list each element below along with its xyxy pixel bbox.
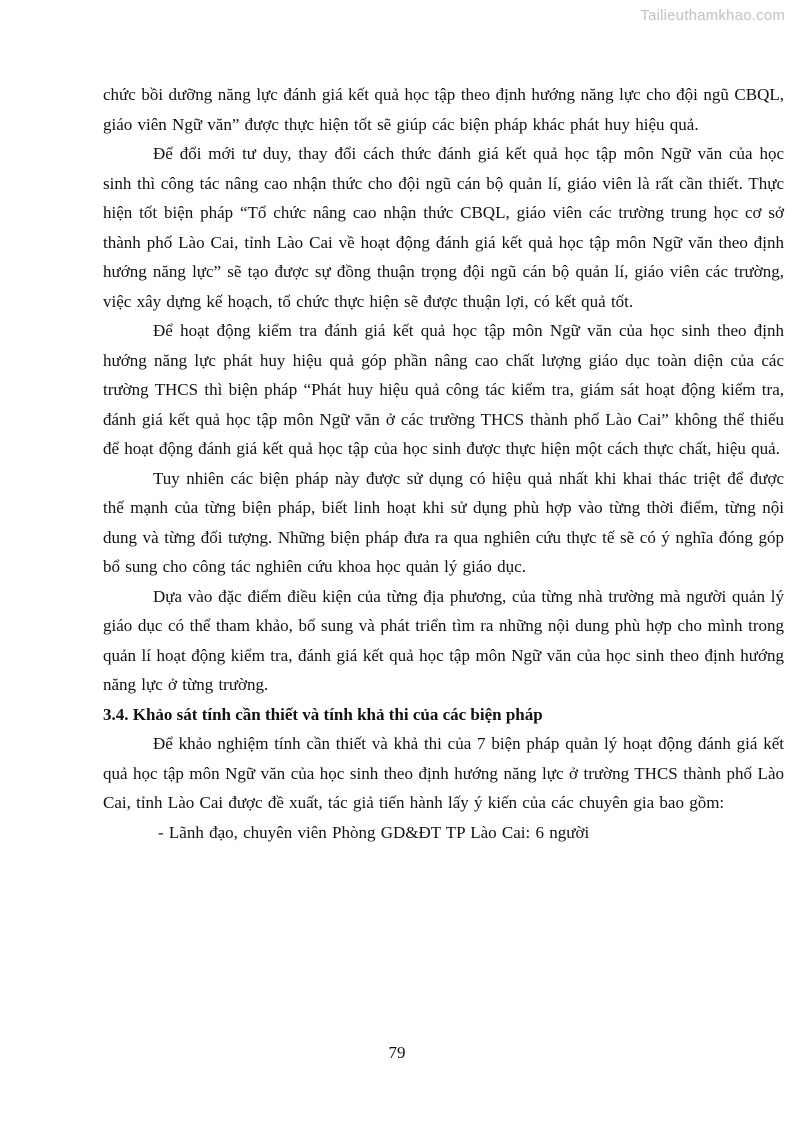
paragraph: Tuy nhiên các biện pháp này được sử dụng có hiệu quả nhất khi khai thác triệt để được thế mạnh của từng biện pháp, biết linh hoạt khi sử dụng phù hợp vào từng thời điểm, từng nội dung và từng đối tượng. Những biện pháp đưa ra qua nghiên cứu thực tế sẽ có ý nghĩa đóng góp bổ sung cho công tác nghiên cứu khoa học quản lý giáo dục. bbox=[103, 468, 784, 576]
page-number: 79 bbox=[388, 1043, 406, 1062]
document-content bbox=[103, 80, 784, 847]
paragraph-continuation: chức bồi dưỡng năng lực đánh giá kết quả học tập theo định hướng năng lực cho đội ngũ CBQL, giáo viên Ngữ văn” được thực hiện tốt sẽ giúp các biện pháp khác phát huy hiệu quả. bbox=[103, 85, 784, 134]
paragraph: Để đổi mới tư duy, thay đổi cách thức đánh giá kết quả học tập môn Ngữ văn của học sinh thì công tác nâng cao nhận thức cho đội ngũ cán bộ quản lí, giáo viên là rất cần thiết. Thực hiện tốt biện pháp “Tổ chức nâng cao nhận thức CBQL, giáo viên các trường trung học cơ sở thành phố Lào Cai, tỉnh Lào Cai về hoạt động đánh giá kết quả học tập môn Ngữ văn theo định hướng năng lực” sẽ tạo được sự đồng thuận trọng đội ngũ cán bộ quản lí, giáo viên các trường, việc xây dựng kế hoạch, tổ chức thực hiện sẽ được thuận lợi, có kết quả tốt. bbox=[103, 144, 784, 311]
section-heading: 3.4. Khảo sát tính cần thiết và tính khả thi của các biện pháp bbox=[103, 704, 543, 724]
paragraph: Để khảo nghiệm tính cần thiết và khả thi của 7 biện pháp quản lý hoạt động đánh giá kết quả học tập môn Ngữ văn của học sinh theo định hướng năng lực ở trường THCS thành phố Lào Cai, tỉnh Lào Cai được đề xuất, tác giả tiến hành lấy ý kiến của các chuyên gia bao gồm: bbox=[103, 734, 784, 812]
list-item: - Lãnh đạo, chuyên viên Phòng GD&ĐT TP Lào Cai: 6 người bbox=[158, 822, 590, 842]
paragraph: Dựa vào đặc điểm điều kiện của từng địa phương, của từng nhà trường mà người quản lý giáo dục có thể tham khảo, bổ sung và phát triển tìm ra những nội dung phù hợp cho mình trong quản lí hoạt động kiểm tra, đánh giá kết quả học tập môn Ngữ văn của học sinh theo định hướng năng lực ở từng trường. bbox=[103, 586, 784, 694]
watermark-text: Tailieuthamkhao.com bbox=[640, 7, 785, 24]
paragraph: Để hoạt động kiểm tra đánh giá kết quả học tập môn Ngữ văn của học sinh theo định hướng năng lực phát huy hiệu quả góp phần nâng cao chất lượng giáo dục toàn diện của các trường THCS thì biện pháp “Phát huy hiệu quả công tác kiểm tra, giám sát hoạt động kiểm tra, đánh giá kết quả học tập môn Ngữ văn ở các trường THCS thành phố Lào Cai” không thể thiếu để hoạt động đánh giá kết quả học tập của học sinh được thực hiện một cách thực chất, hiệu quả. bbox=[103, 321, 784, 458]
